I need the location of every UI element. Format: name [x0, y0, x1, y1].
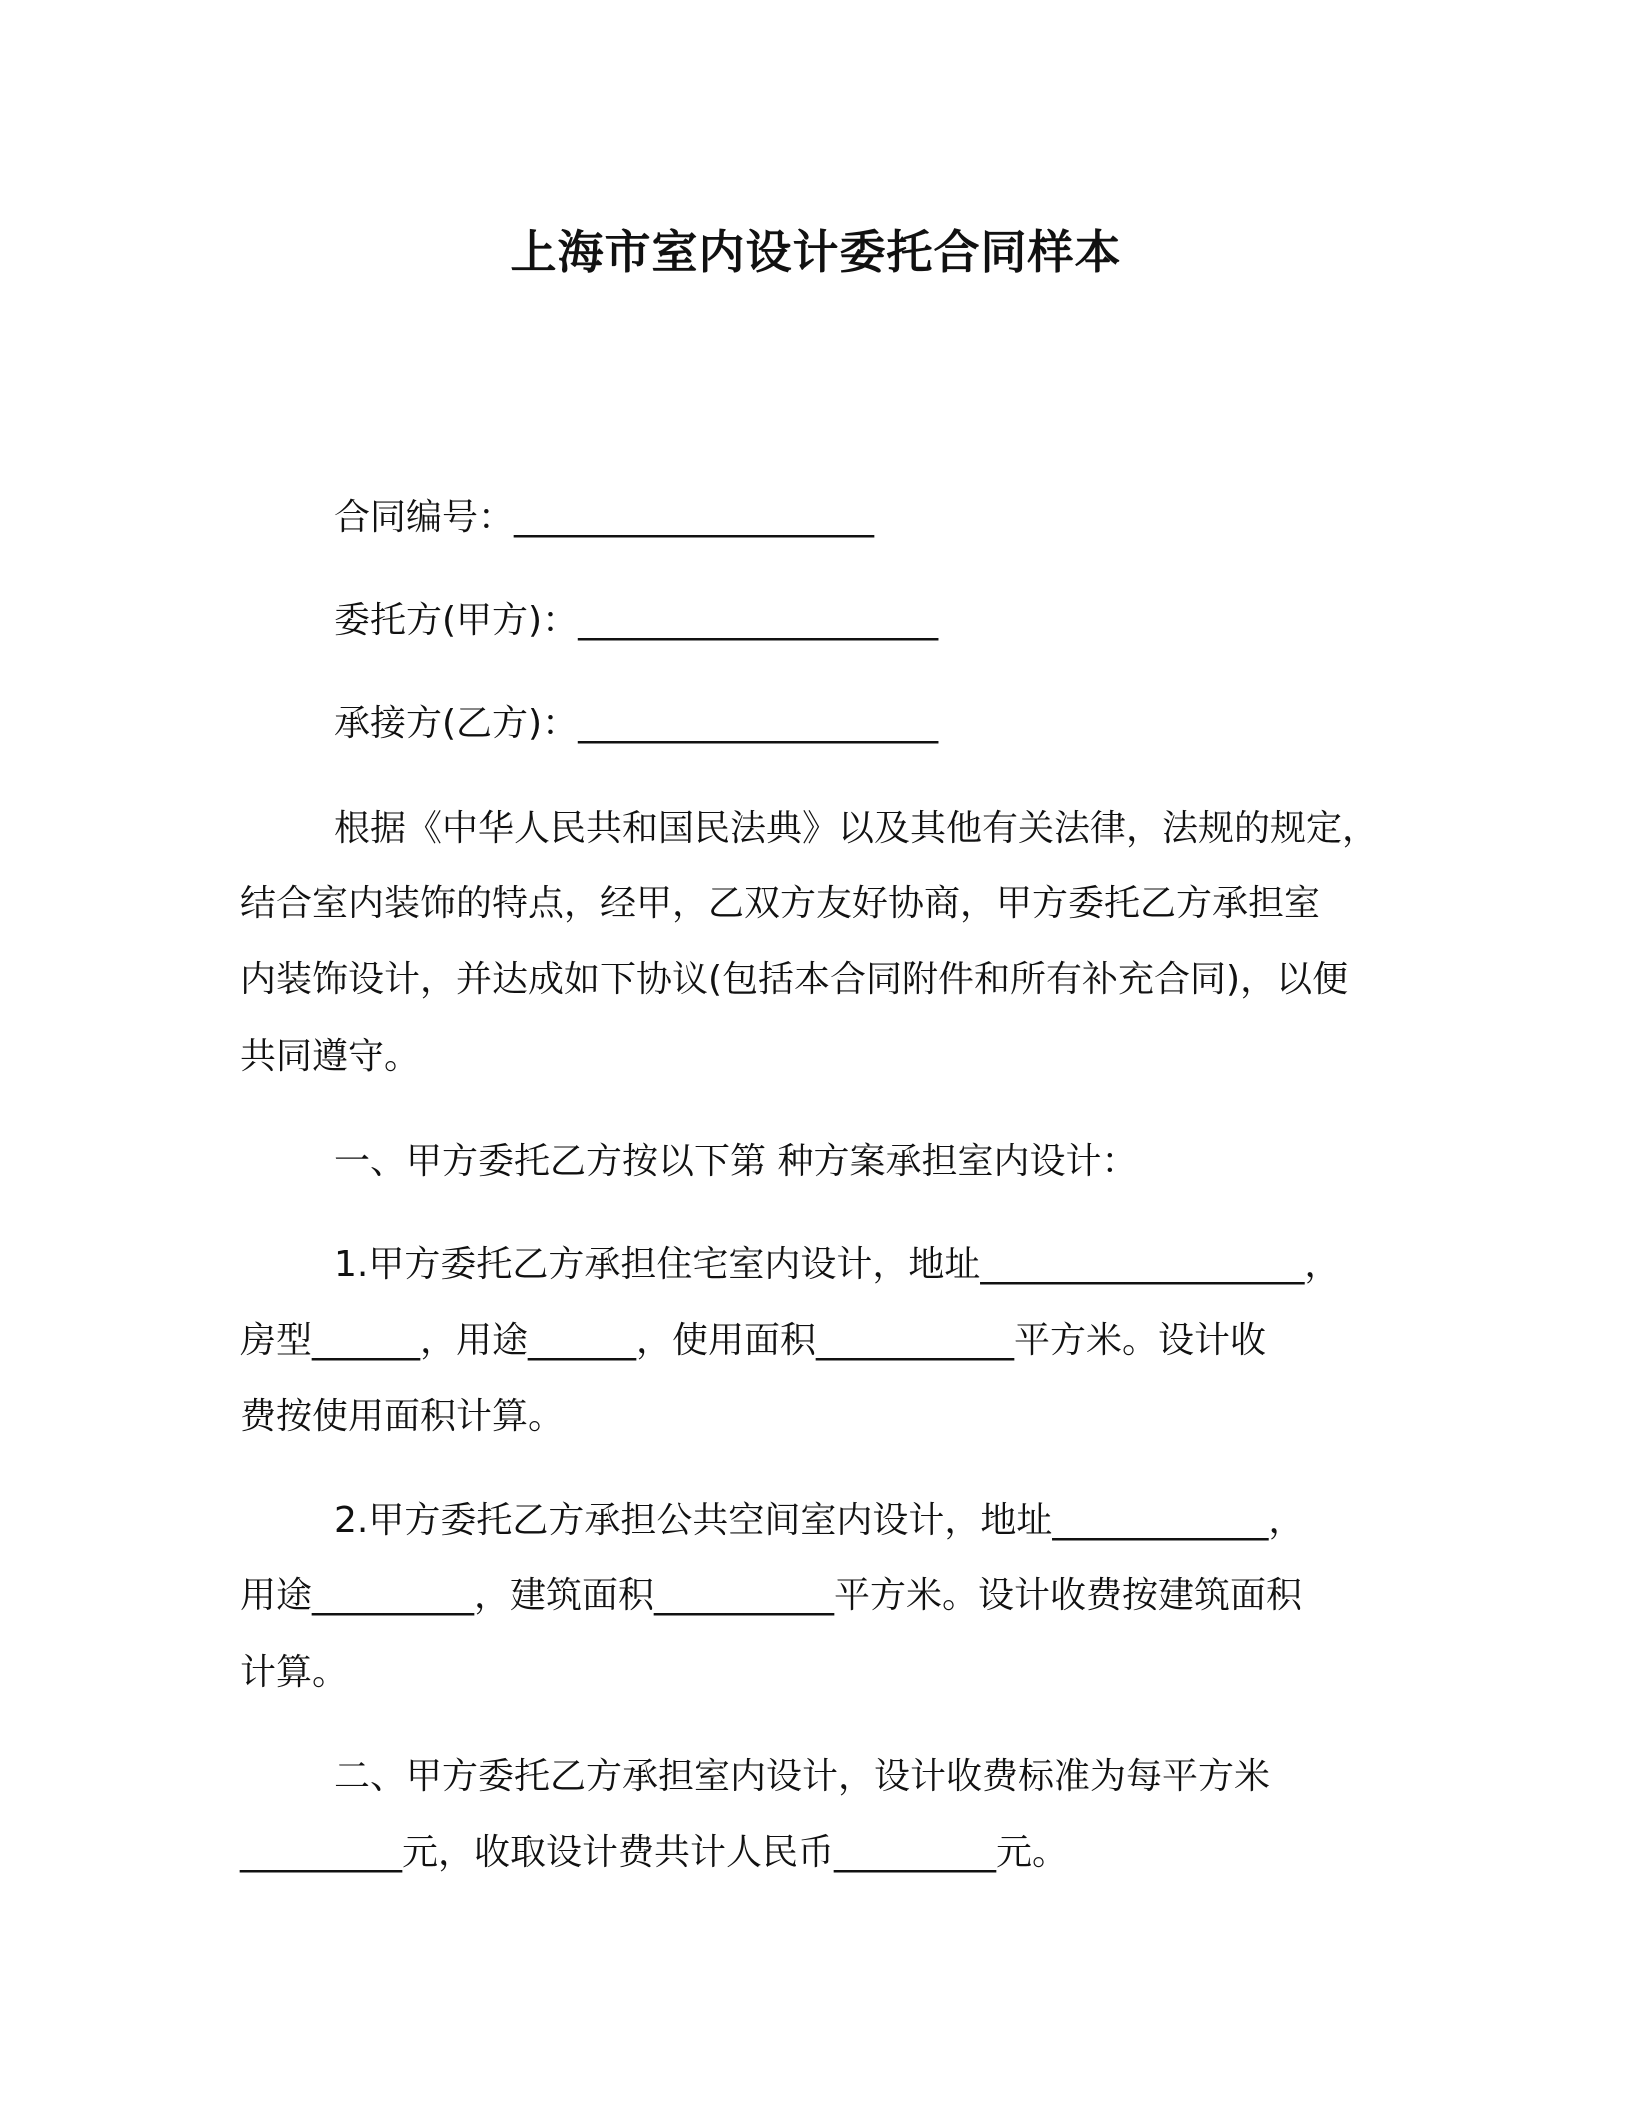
item-2-line-3: 计算。: [240, 1652, 349, 1693]
preamble-line-2: 结合室内装饰的特点，经甲，乙双方友好协商，甲方委托乙方承担室: [240, 883, 1321, 924]
section-2-line-1: 二、甲方委托乙方承担室内设计，设计收费标准为每平方米: [334, 1756, 1271, 1797]
preamble-line-4: 共同遵守。: [240, 1036, 421, 1077]
section-2-line-2: _________元，收取设计费共计人民币_________元。: [240, 1832, 1069, 1873]
section-1-heading: 一、甲方委托乙方按以下第 种方案承担室内设计：: [334, 1141, 1138, 1182]
preamble-line-1: 根据《中华人民共和国民法典》以及其他有关法律，法规的规定，: [334, 808, 1379, 849]
item-2-line-2: 用途_________，建筑面积__________平方米。设计收费按建筑面积: [240, 1575, 1303, 1616]
client-party-a-field: 委托方(甲方)：____________________: [334, 600, 939, 641]
item-1-line-2: 房型______，用途______，使用面积___________平方米。设计收: [240, 1320, 1267, 1361]
item-2-line-1: 2.甲方委托乙方承担公共空间室内设计，地址____________，: [334, 1500, 1305, 1541]
document-title: 上海市室内设计委托合同样本: [510, 225, 1122, 279]
contract-number-field: 合同编号：____________________: [334, 497, 875, 538]
preamble-line-3: 内装饰设计，并达成如下协议(包括本合同附件和所有补充合同)，以便: [240, 959, 1349, 1000]
contractor-party-b-field: 承接方(乙方)：____________________: [334, 703, 939, 744]
item-1-line-3: 费按使用面积计算。: [240, 1396, 565, 1437]
item-1-line-1: 1.甲方委托乙方承担住宅室内设计，地址__________________，: [334, 1244, 1341, 1285]
